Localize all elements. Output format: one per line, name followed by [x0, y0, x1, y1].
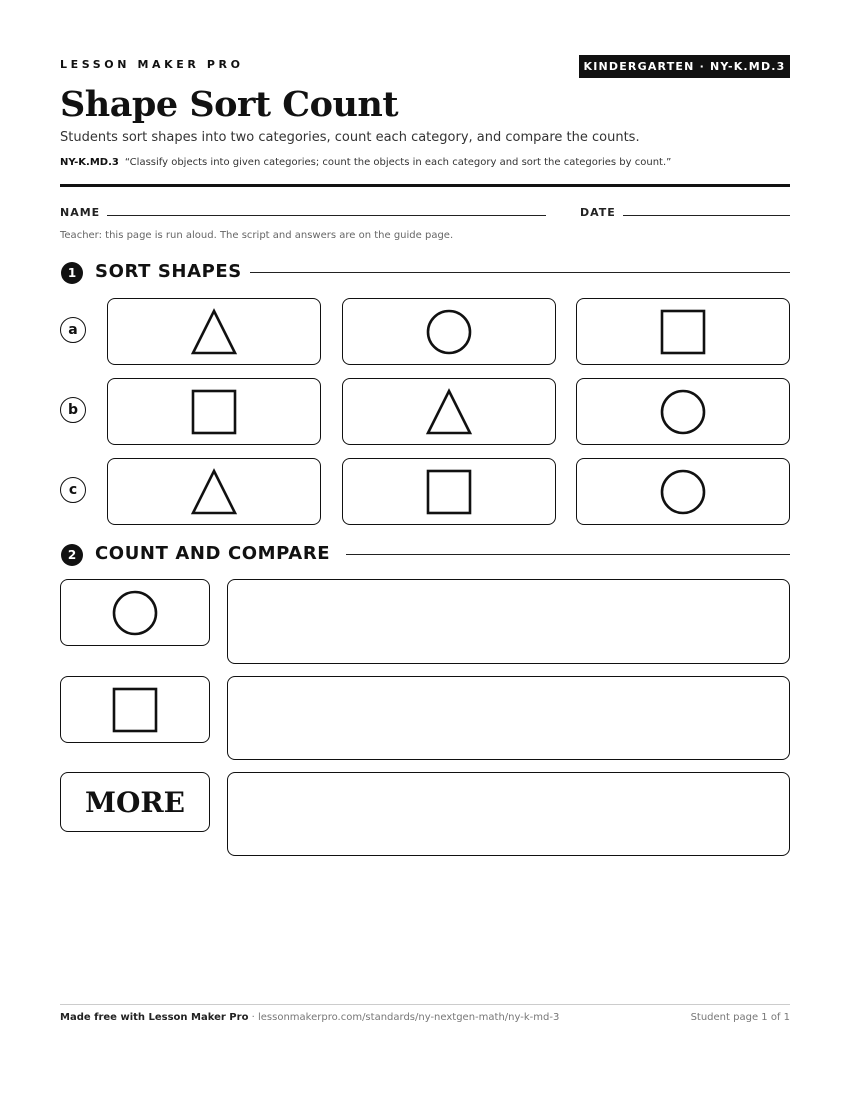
footer-divider: [60, 1004, 790, 1005]
footer-url[interactable]: · lessonmakerpro.com/standards/ny-nextgen-math/ny-k-md-3: [248, 1012, 560, 1023]
page-subtitle: Students sort shapes into two categories, count each category, and compare the counts.: [60, 130, 640, 145]
shape-card-a-3[interactable]: [576, 298, 790, 365]
square-icon: [425, 468, 473, 516]
answer-box-1[interactable]: [227, 579, 790, 664]
footer-credit: [60, 1012, 559, 1023]
compare-label-more: [60, 772, 210, 832]
header-divider: [60, 184, 790, 187]
date-field[interactable]: [623, 215, 790, 216]
shape-card-b-2[interactable]: [342, 378, 556, 445]
circle-icon: [425, 308, 473, 356]
standard-line: [60, 157, 671, 168]
shape-card-c-3[interactable]: [576, 458, 790, 525]
section-1-title: SORT SHAPES: [95, 261, 242, 282]
section-2-rule: [346, 554, 790, 555]
shape-card-b-3[interactable]: [576, 378, 790, 445]
compare-label-square: [60, 676, 210, 743]
page-title: Shape Sort Count: [60, 84, 399, 125]
date-label: DATE: [580, 206, 616, 219]
triangle-icon: [190, 468, 238, 516]
shape-card-c-1[interactable]: [107, 458, 321, 525]
shape-card-a-2[interactable]: [342, 298, 556, 365]
square-icon: [659, 308, 707, 356]
name-label: NAME: [60, 206, 101, 219]
standard-text: “Classify objects into given categories; count the objects in each category and sort the categories by count.”: [124, 157, 672, 168]
section-1-rule: [250, 272, 790, 273]
shape-card-b-1[interactable]: [107, 378, 321, 445]
circle-icon: [111, 589, 159, 637]
circle-icon: [659, 388, 707, 436]
grade-standard-badge: KINDERGARTEN · NY-K.MD.3: [579, 55, 790, 78]
section-1-number: 1: [61, 262, 83, 284]
shape-card-c-2[interactable]: [342, 458, 556, 525]
row-marker-c: c: [60, 477, 86, 503]
shape-card-a-1[interactable]: [107, 298, 321, 365]
triangle-icon: [190, 308, 238, 356]
section-2-number: 2: [61, 544, 83, 566]
row-marker-b: b: [60, 397, 86, 423]
circle-icon: [659, 468, 707, 516]
compare-label-circle: [60, 579, 210, 646]
square-icon: [190, 388, 238, 436]
name-field[interactable]: [107, 215, 546, 216]
footer-page-number: Student page 1 of 1: [690, 1012, 790, 1023]
brand-name: LESSON MAKER PRO: [60, 58, 244, 71]
answer-box-2[interactable]: [227, 676, 790, 760]
more-label: MORE: [85, 785, 185, 819]
section-2-title: COUNT AND COMPARE: [95, 543, 331, 564]
teacher-note: Teacher: this page is run aloud. The script and answers are on the guide page.: [60, 230, 454, 241]
row-marker-a: a: [60, 317, 86, 343]
answer-box-3[interactable]: [227, 772, 790, 856]
footer-made-with: Made free with Lesson Maker Pro: [60, 1012, 249, 1023]
square-icon: [111, 686, 159, 734]
triangle-icon: [425, 388, 473, 436]
standard-code: NY-K.MD.3: [60, 157, 119, 168]
